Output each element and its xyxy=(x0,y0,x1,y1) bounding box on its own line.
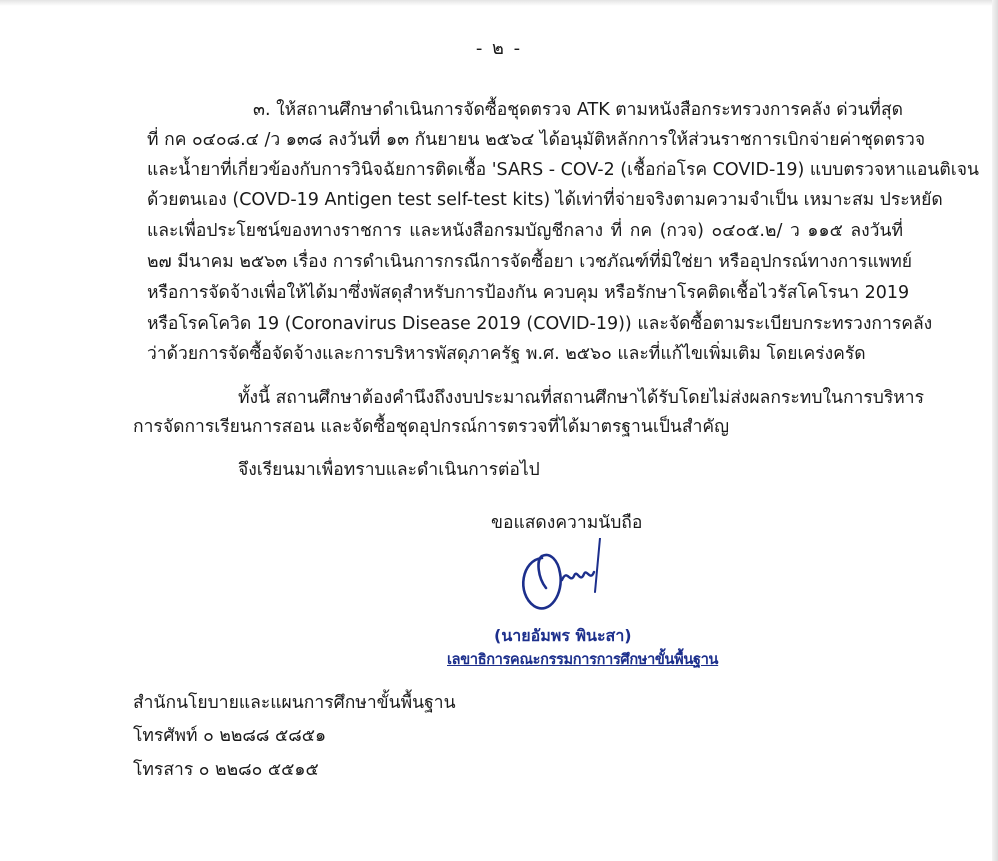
paragraph-1-line-2: ที่ กค ๐๔๐๘.๔ /ว ๑๓๘ ลงวันที่ ๑๓ กันยายน ๒๕๖๔ ได้อนุมัติหลักการให้ส่วนราชการเบิกจ่ายค่าชุดตรวจ xyxy=(147,130,926,150)
paragraph-3: จึงเรียนมาเพื่อทราบและดำเนินการต่อไป xyxy=(238,460,540,480)
fax-number: โทรสาร ๐ ๒๒๘๐ ๕๕๑๕ xyxy=(133,760,319,780)
page-edge-right xyxy=(992,0,998,861)
paragraph-1-line-3: และน้ำยาที่เกี่ยวข้องกับการวินิจฉัยการติดเชื้อ 'SARS - COV-2 (เชื้อก่อโรค COVID-19) แบบตรวจหาแอนติเจน xyxy=(147,160,979,180)
office-name: สำนักนโยบายและแผนการศึกษาขั้นพื้นฐาน xyxy=(133,693,456,713)
paragraph-1-line-4: ด้วยตนเอง (COVD-19 Antigen test self-test kits) ได้เท่าที่จ่ายจริงตามความจำเป็น เหมาะสม ประหยัด xyxy=(147,190,943,210)
paragraph-1-line-8: หรือโรคโควิด 19 (Coronavirus Disease 2019 (COVID-19)) และจัดซื้อตามระเบียบกระทรวงการคลัง xyxy=(147,314,933,334)
page-edge-top xyxy=(0,0,998,6)
signer-title: เลขาธิการคณะกรรมการการศึกษาขั้นพื้นฐาน xyxy=(447,652,719,668)
paragraph-2-line-1: ทั้งนี้ สถานศึกษาต้องคำนึงถึงงบประมาณที่สถานศึกษาได้รับโดยไม่ส่งผลกระทบในการบริหาร xyxy=(238,388,925,408)
phone-number: โทรศัพท์ ๐ ๒๒๘๘ ๕๘๕๑ xyxy=(133,726,327,746)
paragraph-1-line-9: ว่าด้วยการจัดซื้อจัดจ้างและการบริหารพัสดุภาครัฐ พ.ศ. ๒๕๖๐ และที่แก้ไขเพิ่มเติม โดยเคร่งครัด xyxy=(147,344,866,364)
paragraph-1-line-1: ๓. ให้สถานศึกษาดำเนินการจัดซื้อชุดตรวจ ATK ตามหนังสือกระทรวงการคลัง ด่วนที่สุด xyxy=(253,100,903,120)
paragraph-1-line-6: ๒๗ มีนาคม ๒๕๖๓ เรื่อง การดำเนินการกรณีการจัดซื้อยา เวชภัณฑ์ที่มิใช่ยา หรืออุปกรณ์ทางการแพทย์ xyxy=(147,252,912,272)
paragraph-1-line-7: หรือการจัดจ้างเพื่อให้ได้มาซึ่งพัสดุสำหรับการป้องกัน ควบคุม หรือรักษาโรคติดเชื้อไวรัสโคโรนา 2019 xyxy=(147,283,910,303)
paragraph-1-line-5: และเพื่อประโยชน์ของทางราชการ และหนังสือกรมบัญชีกลาง ที่ กค (กวจ) ๐๔๐๕.๒/ ว ๑๑๕ ลงวันที่ xyxy=(147,221,903,241)
signer-name: (นายอัมพร พินะสา) xyxy=(494,626,632,645)
paragraph-2-line-2: การจัดการเรียนการสอน และจัดซื้อชุดอุปกรณ์การตรวจที่ได้มาตรฐานเป็นสำคัญ xyxy=(133,417,730,437)
page-number: - ๒ - xyxy=(475,38,523,59)
closing-salutation: ขอแสดงความนับถือ xyxy=(491,513,643,533)
signature-image xyxy=(512,538,622,618)
